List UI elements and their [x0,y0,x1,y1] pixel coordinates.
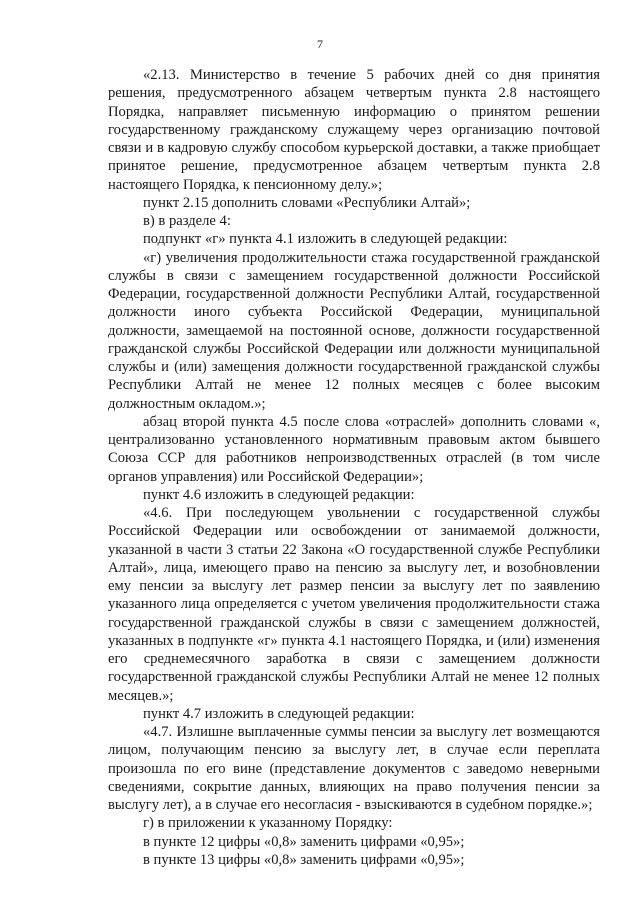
paragraph-amend-2-15: пункт 2.15 дополнить словами «Республики Алтай»; [143,194,471,211]
paragraph-4-7: «4.7. Излишне выплаченные суммы пенсии за выслугу лет возмещаются лицом, получающим пенсию за выслугу лет, в случае если переплата произошла по его вине (представление документов с заведомо неверными сведениями, сокрытие данных, влияющих на право получения пенсии за выслугу лет), а в случае его несогласия - взыскиваются в судебном порядке.»; [108,724,600,813]
paragraph-4-6: «4.6. При последующем увольнении с государственной службы Российской Федерации или освобождении от занимаемой должности, указанной в части 3 статьи 22 Закона «О государственной службе Республики Алтай», лица, имеющего право на пенсию за выслугу лет, и возобновлении ему пенсии за выслугу лет размер пенсии за выслугу лет по заявлению указанного лица определяется с учетом увеличения продолжительности стажа государственной гражданской службы в связи с замещением должностей, указанных в подпункте «г» пункта 4.1 настоящего Порядка, и (или) изменения его среднемесячного заработка в связи с замещением должности государственной гражданской службы Республики Алтай не менее 12 полных месяцев.»; [108,505,600,704]
paragraph-4-6-intro: пункт 4.6 изложить в следующей редакции: [143,486,415,503]
paragraph-4-7-intro: пункт 4.7 изложить в следующей редакции: [143,705,415,722]
paragraph-subitem-g: «г) увеличения продолжительности стажа государственной гражданской службы в связи с замещением государственной должности Российской Федерации, государственной должности Республики Алтай, государственной должности иного субъекта Российской Федерации, муниципальной должности, замещаемой на постоянной основе, должности государственной гражданской службы Российской Федерации или должности муниципальной службы и (или) замещения должности государственной гражданской службы Республики Алтай не менее 12 полных месяцев с более высоким должностным окладом.»; [108,249,600,412]
paragraph-item-12: в пункте 12 цифры «0,8» заменить цифрами «0,95»; [143,833,465,850]
paragraph-section-4: в) в разделе 4: [143,213,231,229]
paragraph-subitem-g-intro: подпункт «г» пункта 4.1 изложить в следующей редакции: [143,231,508,248]
paragraph-2-13: «2.13. Министерство в течение 5 рабочих дней со дня принятия решения, предусмотренного абзацем четвертым пункта 2.8 настоящего Порядка, направляет письменную информацию о принятом решении государственному гражданскому служащему через организацию почтовой связи и в кадровую службу способом курьерской доставки, а также приобщает принятое решение, предусмотренное абзацем четвертым пункта 2.8 настоящего Порядка, к пенсионному делу.»; [108,67,600,193]
page-number: 7 [317,37,323,51]
paragraph-appendix: г) в приложении к указанному Порядку: [143,815,393,832]
paragraph-amend-4-5: абзац второй пункта 4.5 после слова «отраслей» дополнить словами «, централизованно установленного нормативным правовым актом бывшего Союза ССР для работников непроизводственных отраслей (в том числе органов управления) или Российской Федерации»; [108,413,600,485]
document-body [108,66,600,869]
paragraph-item-13: в пункте 13 цифры «0,8» заменить цифрами «0,95»; [143,851,465,868]
